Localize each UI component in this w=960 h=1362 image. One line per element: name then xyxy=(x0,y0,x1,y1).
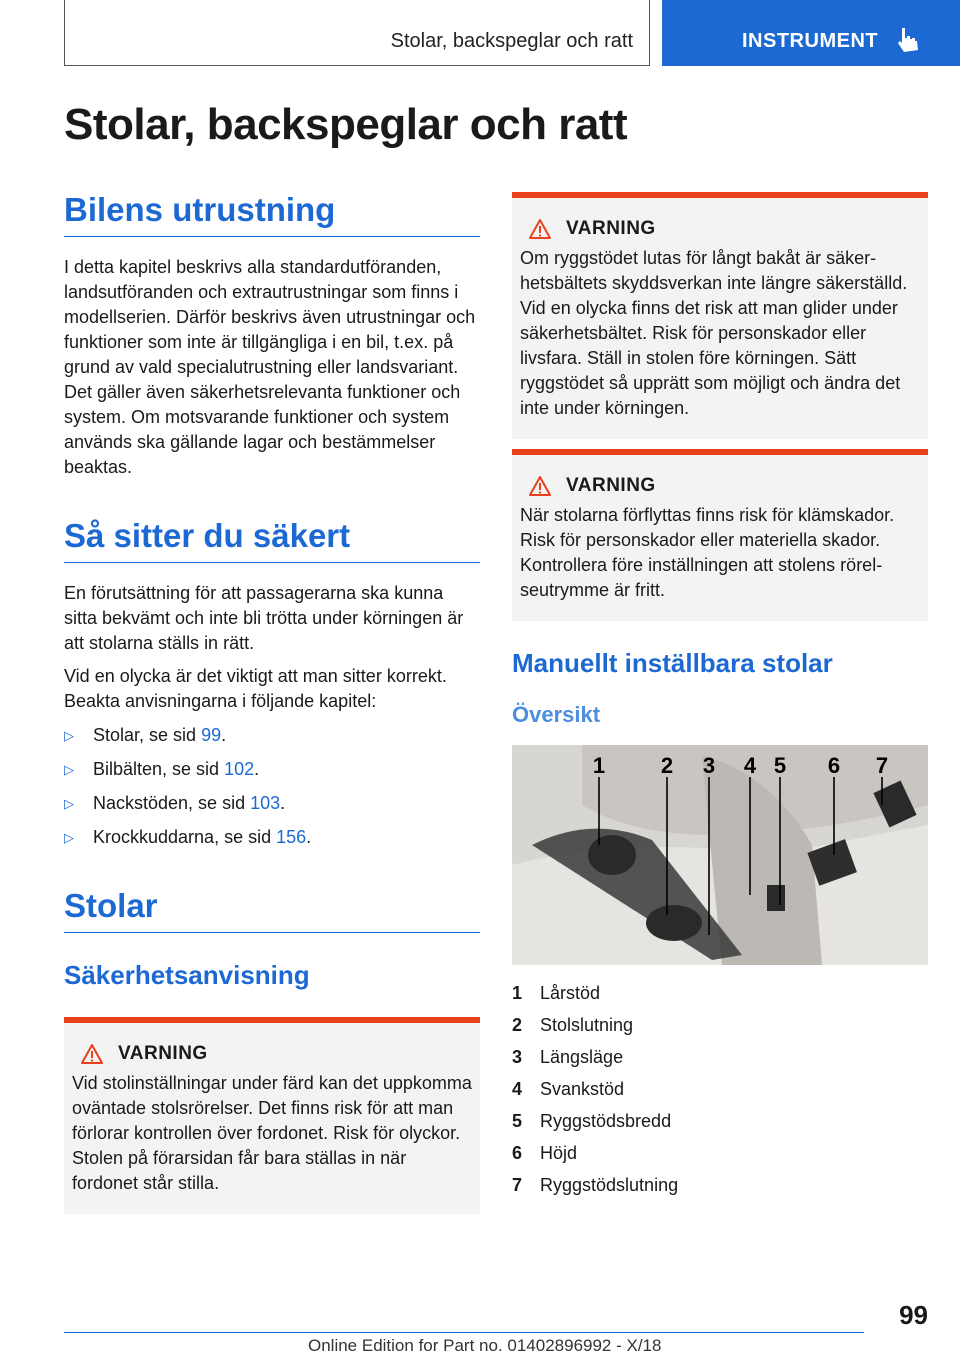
legend-item: 2 Stolslutning xyxy=(512,1015,634,1035)
right-column xyxy=(512,192,928,1201)
left-column xyxy=(64,190,480,1214)
warning-title: VARNING xyxy=(566,475,656,496)
warning-title: VARNING xyxy=(118,1043,208,1064)
heading-manuellt-installbara-stolar: Manuellt inställbara stolar xyxy=(512,648,833,678)
warning-box xyxy=(64,1017,480,1214)
list-item: ▷ Bilbälten, se sid 102. xyxy=(64,757,480,782)
callout-3: 3 xyxy=(702,753,716,778)
heading-oversikt: Översikt xyxy=(512,702,601,727)
triangle-bullet-icon: ▷ xyxy=(64,728,74,743)
chapter-tab[interactable] xyxy=(662,0,960,66)
seat-illustration xyxy=(512,745,928,965)
list-item: ▷ Nackstöden, se sid 103. xyxy=(64,791,480,816)
pointing-hand-icon xyxy=(896,26,920,54)
warning-title: VARNING xyxy=(566,218,656,239)
seat-controls-photo xyxy=(512,745,928,965)
chapter-tab-label: INSTRUMENT xyxy=(742,30,879,52)
header-section-title: Stolar, backspeglar och ratt xyxy=(390,30,633,52)
heading-sa-sitter-du-sakert: Så sitter du säkert xyxy=(64,516,480,563)
legend-item: 6 Höjd xyxy=(512,1143,578,1163)
triangle-bullet-icon: ▷ xyxy=(64,796,74,811)
heading-bilens-utrustning: Bilens utrustning xyxy=(64,190,480,237)
chapter-link-list xyxy=(64,723,480,850)
callout-6: 6 xyxy=(827,753,841,778)
callout-7: 7 xyxy=(875,753,889,778)
page-link[interactable]: 99 xyxy=(201,725,222,745)
list-item: ▷ Stolar, se sid 99. xyxy=(64,723,480,748)
page-link[interactable]: 102 xyxy=(224,759,255,779)
footer-edition-text: Online Edition for Part no. 01402896992 - X/18 xyxy=(308,1336,662,1355)
legend-item: 1 Lårstöd xyxy=(512,983,601,1003)
paragraph-safe-1: En förutsättning för att passagerarna ska kunna sitta bekvämt och inte bli trötta under körningen är att stolarna ställs in rätt. xyxy=(64,583,464,653)
triangle-bullet-icon: ▷ xyxy=(64,762,74,777)
footer-divider xyxy=(64,1332,864,1333)
warning-box xyxy=(512,192,928,439)
warning-text: Vid stolinställningar under färd kan det uppkomma oväntade stolsrörelser. Det finns risk för att man förlorar kontrollen över fordonet. Risk för olyckor. Stolen på förarsidan får bara ställas in när fordonet står stilla. xyxy=(72,1073,472,1193)
callout-5: 5 xyxy=(773,753,787,778)
legend-item: 5 Ryggstödsbredd xyxy=(512,1111,672,1131)
heading-sakerhetsanvisning: Säkerhetsanvisning xyxy=(64,960,310,990)
callout-1: 1 xyxy=(592,753,606,778)
page-link[interactable]: 103 xyxy=(250,793,281,813)
callout-2: 2 xyxy=(660,753,674,778)
page-number: 99 xyxy=(899,1300,928,1330)
list-item: ▷ Krockkuddarna, se sid 156. xyxy=(64,825,480,850)
paragraph-equipment: I detta kapitel beskrivs alla standardutföranden, landsutföranden och extrautrustningar som finns i modellserien. Därför beskrivs även utrustningar och funktioner som inte är tillgängliga i en bil, t.ex. på grund av vald specialutrustning eller landsvariant. Det gäller även säkerhetsrelevanta funktioner och system. Om motsvarande funktioner och system används ska gällande lagar och bestämmelser beaktas. xyxy=(64,257,476,477)
legend-item: 4 Svankstöd xyxy=(512,1079,625,1099)
heading-stolar: Stolar xyxy=(64,886,480,933)
page-title: Stolar, backspeglar och ratt xyxy=(64,100,628,149)
warning-text: När stolarna förflyttas finns risk för klämskador. Risk för personskador eller materiella skador. Kontrollera före inställningen att stolens rörelseutrymme är fritt. xyxy=(520,505,895,600)
callout-4: 4 xyxy=(743,753,757,778)
legend-item: 3 Längsläge xyxy=(512,1047,624,1067)
legend-item: 7 Ryggstödslutning xyxy=(512,1175,679,1195)
warning-text: Om ryggstödet lutas för långt bakåt är säkerhetsbältets skyddsverkan inte längre säkerställd. Vid en olycka finns det risk att man glider under säkerhetsbältet. Risk för personskador eller livsfara. Ställ in stolen före körningen. Sätt ryggstödet så upprätt som möjligt och ändra det inte under körningen. xyxy=(520,248,908,418)
warning-triangle-icon xyxy=(80,1043,104,1065)
paragraph-safe-2: Vid en olycka är det viktigt att man sitter korrekt. Beakta anvisningarna i följande kapitel: xyxy=(64,666,447,711)
warning-triangle-icon xyxy=(528,475,552,497)
triangle-bullet-icon: ▷ xyxy=(64,830,74,845)
warning-triangle-icon xyxy=(528,218,552,240)
legend-list xyxy=(512,977,928,1201)
warning-box xyxy=(512,449,928,621)
page-link[interactable]: 156 xyxy=(276,827,307,847)
header-section-box xyxy=(64,0,650,66)
